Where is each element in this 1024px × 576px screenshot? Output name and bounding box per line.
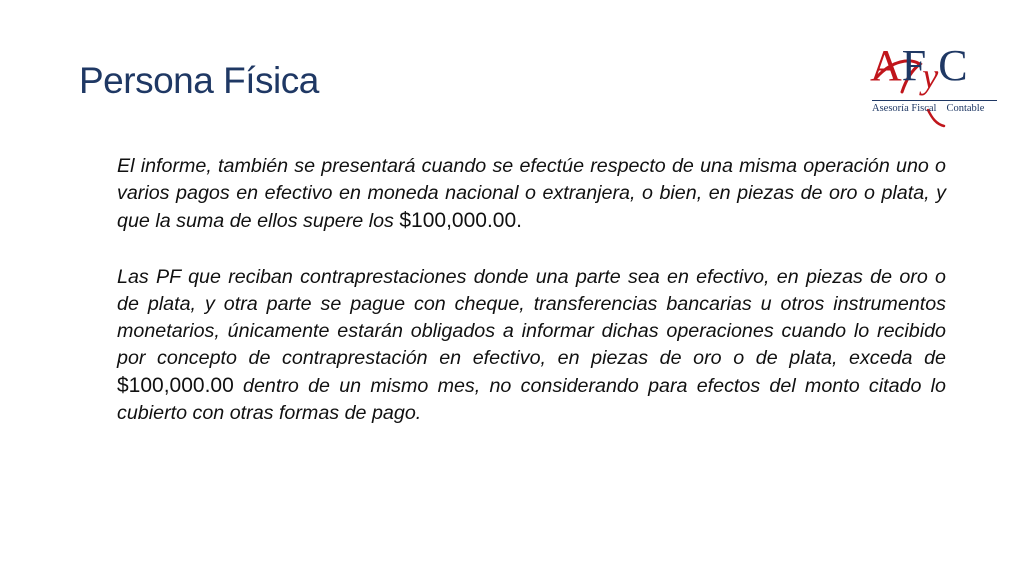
logo-letter-c: C <box>938 41 968 90</box>
logo-subtitle <box>872 100 997 114</box>
logo-letter-y: y <box>922 56 939 96</box>
paragraph-1 <box>117 153 946 235</box>
logo-letters <box>870 41 968 96</box>
paragraph-2-text-after: dentro de un mismo mes, no considerando para efectos del monto citado lo cubierto con otras formas de pago. <box>117 375 946 424</box>
logo-subtitle-2: Contable <box>946 103 985 114</box>
logo-letter-a: A <box>870 41 902 90</box>
company-logo <box>862 40 1002 130</box>
paragraph-1-amount: $100,000.00. <box>399 209 522 232</box>
slide-title: Persona Física <box>79 60 319 101</box>
paragraph-1-text: El informe, también se presentará cuando se efectúe respecto de una misma operación uno o varios pagos en efectivo en moneda nacional o extranjera, o bien, en piezas de oro o plata, y que la suma de ellos supere los <box>117 155 946 232</box>
paragraph-2-amount: $100,000.00 <box>117 374 234 397</box>
paragraph-2-text-before: Las PF que reciban contraprestaciones donde una parte sea en efectivo, en piezas de oro o de plata, y otra parte se pague con cheque, transferencias bancarias u otros instrumentos monetarios, únicamente estarán obligados a informar dichas operaciones cuando lo recibido por concepto de contraprestación en efectivo, en piezas de oro o de plata, exceda de <box>117 266 946 369</box>
logo-letter-f: F <box>901 41 927 90</box>
paragraph-2 <box>117 264 946 427</box>
slide-body <box>117 153 946 427</box>
logo-subtitle-1: Asesoría Fiscal <box>872 103 937 114</box>
